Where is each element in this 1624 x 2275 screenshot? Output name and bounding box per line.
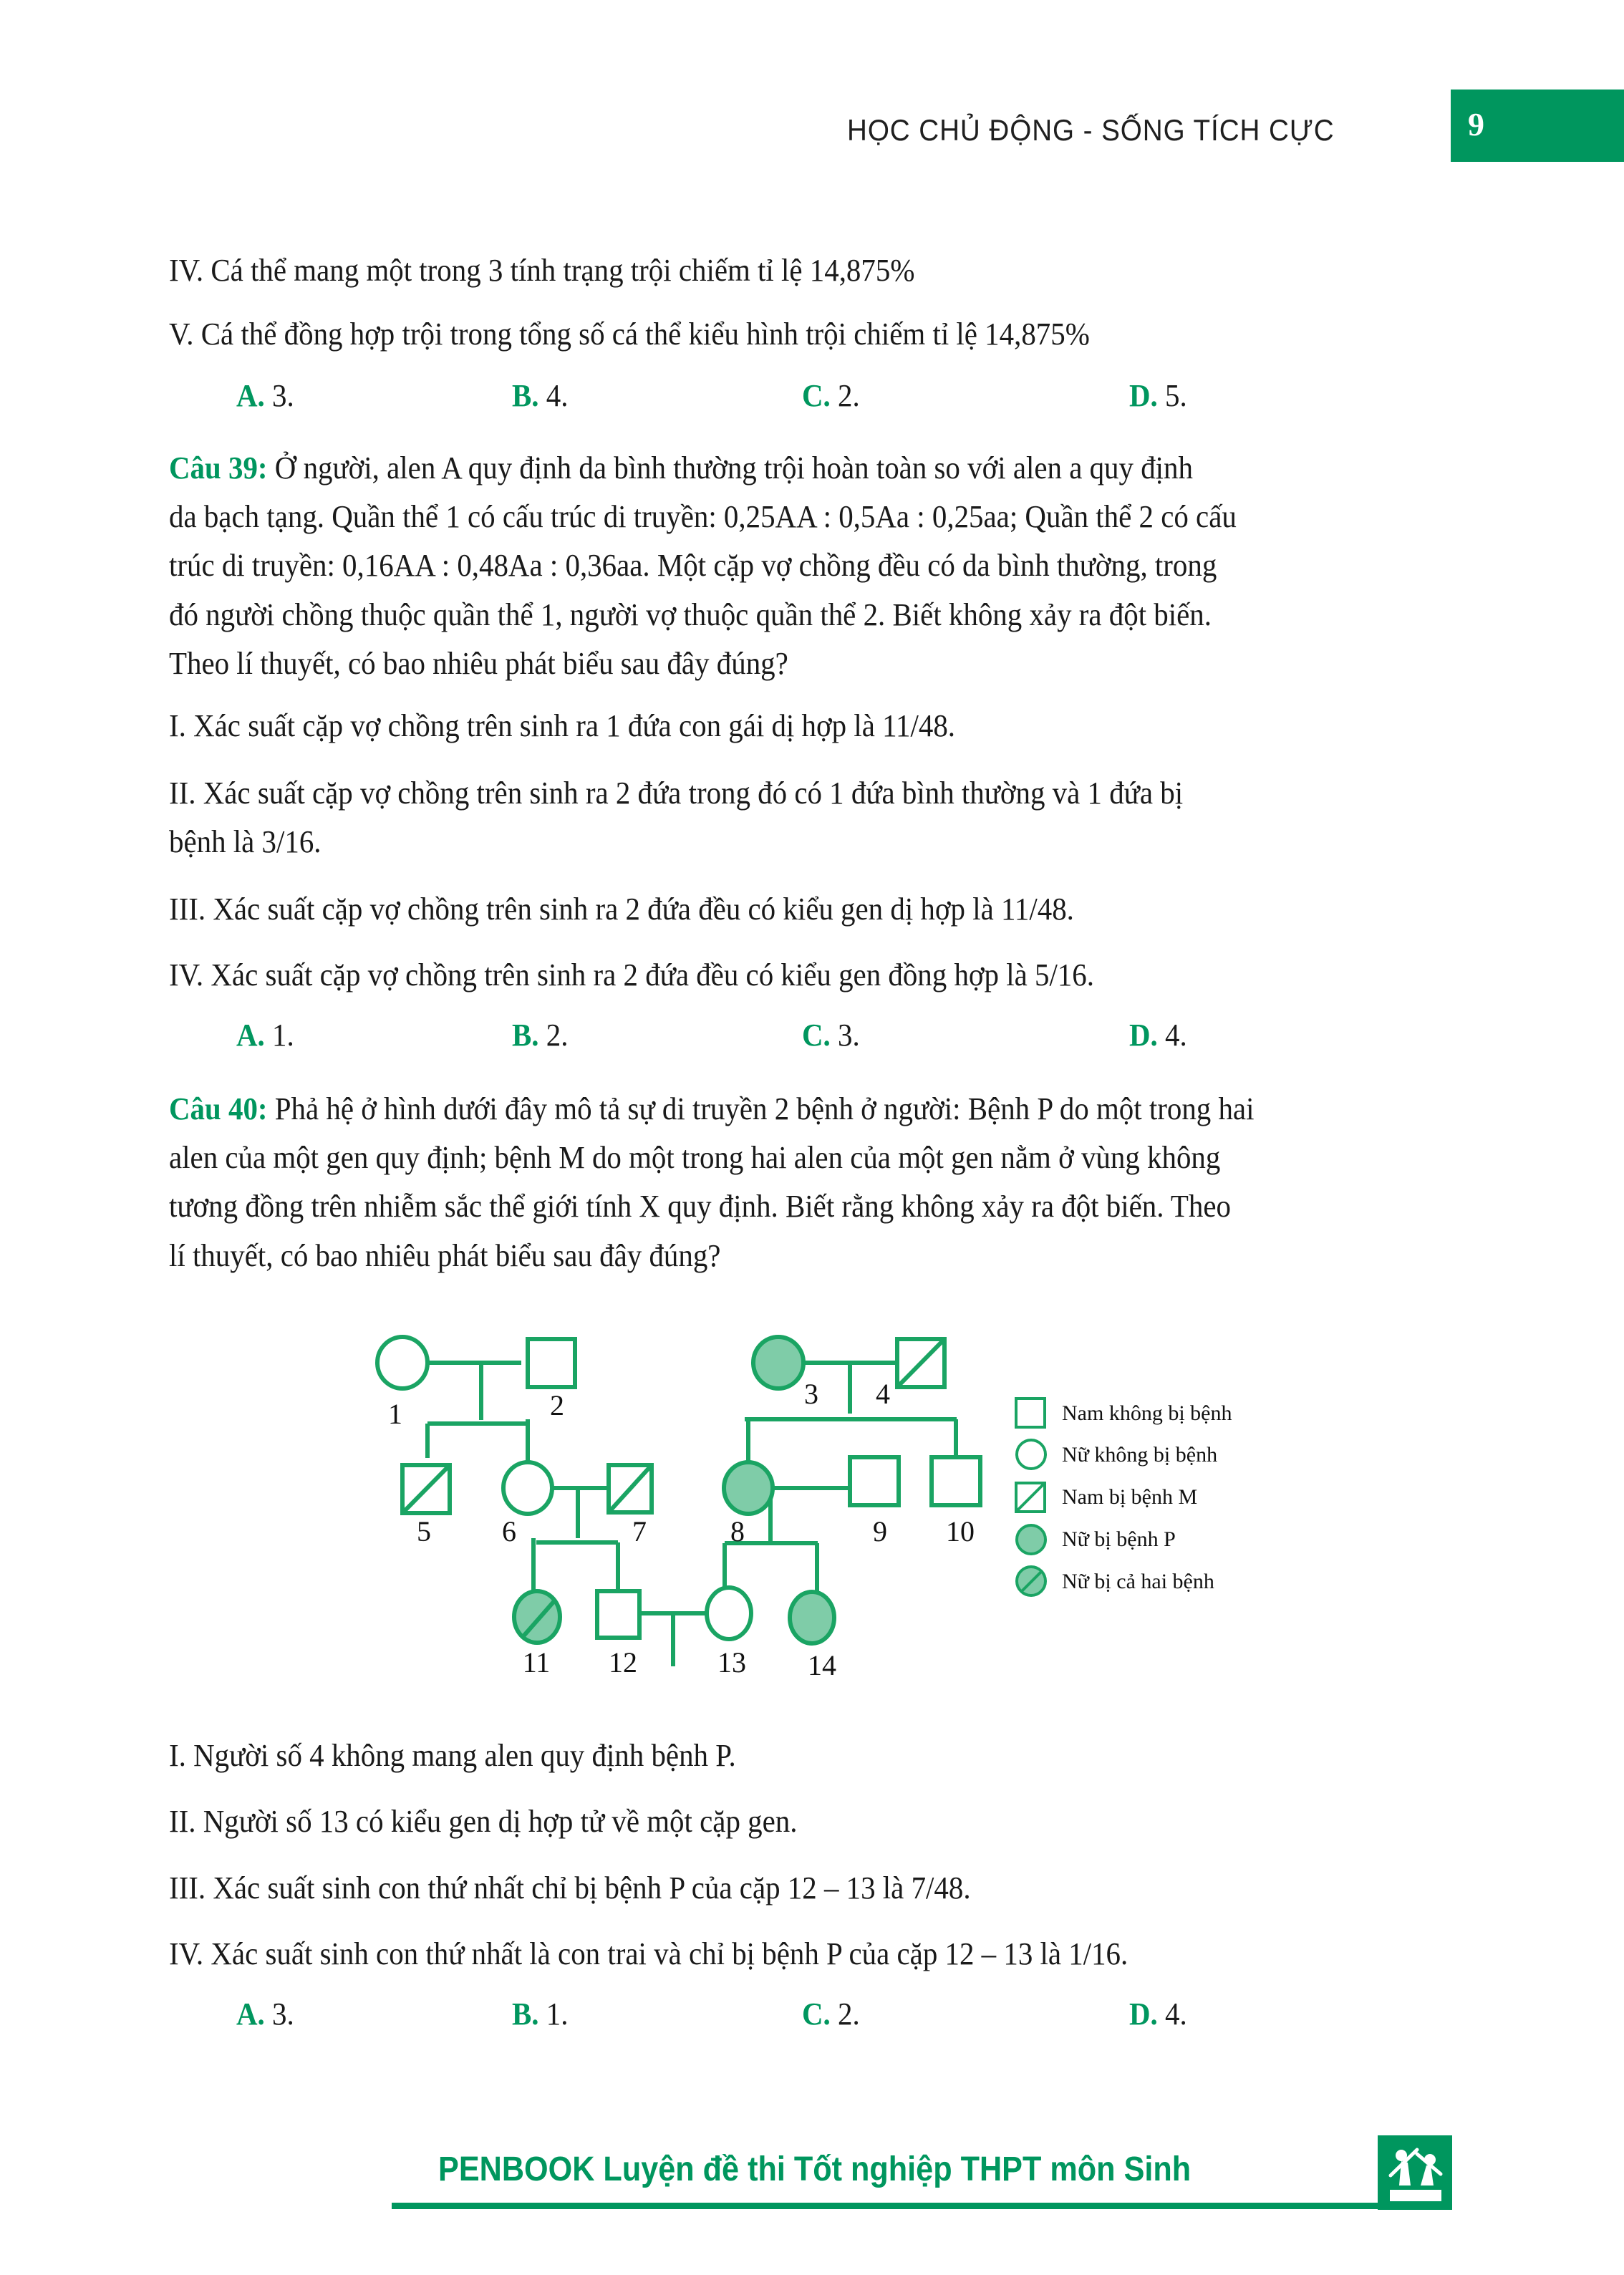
individual-label-7: 7	[632, 1515, 647, 1547]
answer-option-b: B. 4.	[512, 378, 569, 413]
legend-female-both-icon	[1017, 1567, 1045, 1595]
individual-label-3: 3	[804, 1378, 818, 1410]
question-39-stem-line: da bạch tạng. Quần thể 1 có cấu trúc di truyền: 0,25AA : 0,5Aa : 0,25aa; Quần thể 2 có cấu	[169, 499, 1237, 534]
answer-option-b: B. 1.	[512, 1996, 569, 2032]
question-40-stem-line: alen của một gen quy định; bệnh M do một trong hai alen của một gen nằm ở vùng không	[169, 1140, 1221, 1175]
question-40-stem-line: tương đồng trên nhiễm sắc thể giới tính X quy định. Biết rằng không xảy ra đột biến. Theo	[169, 1189, 1232, 1224]
answer-option-c: C. 2.	[802, 378, 860, 413]
legend-label: Nữ bị bệnh P	[1062, 1527, 1176, 1551]
individual-label-6: 6	[502, 1515, 516, 1547]
individual-8-female-disease-p	[724, 1462, 773, 1514]
individual-label-10: 10	[946, 1515, 975, 1547]
legend-label: Nam không bị bệnh	[1062, 1401, 1232, 1425]
individual-4-male-disease-m	[897, 1339, 944, 1387]
running-header-title: HỌC CHỦ ĐỘNG - SỐNG TÍCH CỰC	[847, 113, 1335, 147]
question-40-stem-line: lí thuyết, có bao nhiêu phát biểu sau đây đúng?	[169, 1238, 721, 1273]
answer-option-c: C. 3.	[802, 1018, 860, 1053]
answer-option-a: A. 3.	[236, 1996, 294, 2032]
legend-label: Nữ không bị bệnh	[1062, 1443, 1218, 1467]
page-number-badge	[1451, 90, 1624, 162]
answer-option-b: B. 2.	[512, 1018, 569, 1053]
statement: IV. Xác suất cặp vợ chồng trên sinh ra 2 đứa đều có kiểu gen đồng hợp là 5/16.	[169, 957, 1094, 992]
page-number: 9	[1468, 106, 1484, 143]
answer-option-d: D. 4.	[1129, 1996, 1187, 2032]
statement: V. Cá thể đồng hợp trội trong tổng số cá thể kiểu hình trội chiếm tỉ lệ 14,875%	[169, 317, 1090, 352]
individual-label-2: 2	[550, 1389, 564, 1421]
footer-rule	[392, 2203, 1401, 2209]
individual-7-male-disease-m	[609, 1465, 652, 1512]
statement: IV. Cá thể mang một trong 3 tính trạng trội chiếm tỉ lệ 14,875%	[169, 253, 915, 288]
answer-option-d: D. 5.	[1129, 378, 1187, 413]
statement: II. Người số 13 có kiểu gen dị hợp tử về một cặp gen.	[169, 1804, 798, 1839]
pedigree-legend	[1016, 1399, 1045, 1595]
legend-female-unaffected-icon	[1017, 1440, 1045, 1469]
question-39-stem-line: trúc di truyền: 0,16AA : 0,48Aa : 0,36aa. Một cặp vợ chồng đều có da bình thường, trong	[169, 548, 1217, 583]
statement: I. Người số 4 không mang alen quy định bệnh P.	[169, 1738, 736, 1773]
legend-label: Nam bị bệnh M	[1062, 1485, 1198, 1509]
statement: I. Xác suất cặp vợ chồng trên sinh ra 1 đứa con gái dị hợp là 11/48.	[169, 708, 956, 743]
individual-14-female-disease-p	[790, 1592, 834, 1643]
individual-label-8: 8	[730, 1515, 745, 1547]
individual-3-female-disease-p	[753, 1337, 803, 1388]
individual-1-female-unaffected	[377, 1337, 427, 1388]
individual-13-female-unaffected	[707, 1588, 751, 1639]
individual-11-female-both-diseases	[514, 1591, 560, 1643]
individual-12-male-unaffected	[597, 1591, 639, 1638]
footer-book-title: PENBOOK Luyện đề thi Tốt nghiệp THPT môn Sinh	[438, 2150, 1192, 2188]
question-39-stem-line: Theo lí thuyết, có bao nhiêu phát biểu sau đây đúng?	[169, 646, 788, 681]
individual-2-male-unaffected	[528, 1339, 575, 1387]
individual-label-13: 13	[717, 1646, 746, 1679]
question-40-stem: Câu 40: Phả hệ ở hình dưới đây mô tả sự di truyền 2 bệnh ở người: Bệnh P do một trong hai	[169, 1091, 1255, 1126]
legend-male-disease-m-icon	[1016, 1483, 1045, 1512]
question-39-label: Câu 39:	[169, 450, 268, 486]
statement: III. Xác suất cặp vợ chồng trên sinh ra 2 đứa đều có kiểu gen dị hợp là 11/48.	[169, 892, 1074, 927]
legend-male-unaffected-icon	[1016, 1399, 1045, 1427]
individual-label-1: 1	[388, 1398, 402, 1430]
individual-6-female-unaffected	[503, 1462, 552, 1514]
statement: II. Xác suất cặp vợ chồng trên sinh ra 2 đứa trong đó có 1 đứa bình thường và 1 đứa bị	[169, 776, 1184, 811]
statement: IV. Xác suất sinh con thứ nhất là con trai và chỉ bị bệnh P của cặp 12 – 13 là 1/16.	[169, 1936, 1128, 1971]
statement: III. Xác suất sinh con thứ nhất chỉ bị bệnh P của cặp 12 – 13 là 7/48.	[169, 1870, 971, 1906]
individual-label-9: 9	[873, 1515, 887, 1547]
legend-female-disease-p-icon	[1017, 1525, 1045, 1554]
individual-label-12: 12	[609, 1646, 637, 1679]
question-39-stem-line: đó người chồng thuộc quần thể 1, người vợ thuộc quần thể 2. Biết không xảy ra đột biến.	[169, 597, 1212, 632]
answer-option-c: C. 2.	[802, 1996, 860, 2032]
answer-option-d: D. 4.	[1129, 1018, 1187, 1053]
answer-option-a: A. 1.	[236, 1018, 294, 1053]
individual-label-5: 5	[417, 1515, 431, 1547]
answer-option-a: A. 3.	[236, 378, 294, 413]
statement-continued: bệnh là 3/16.	[169, 824, 322, 859]
individual-label-11: 11	[522, 1646, 551, 1679]
individual-label-14: 14	[808, 1649, 836, 1681]
individual-10-male-unaffected	[932, 1457, 980, 1505]
individual-9-male-unaffected	[850, 1457, 899, 1505]
two-people-logo-icon	[1378, 2135, 1452, 2210]
question-40-label: Câu 40:	[169, 1091, 268, 1126]
individual-label-4: 4	[876, 1378, 890, 1410]
legend-label: Nữ bị cả hai bệnh	[1062, 1570, 1214, 1593]
individual-5-male-disease-m	[402, 1465, 450, 1513]
question-39-stem: Câu 39: Ở người, alen A quy định da bình thường trội hoàn toàn so với alen a quy định	[169, 450, 1193, 486]
